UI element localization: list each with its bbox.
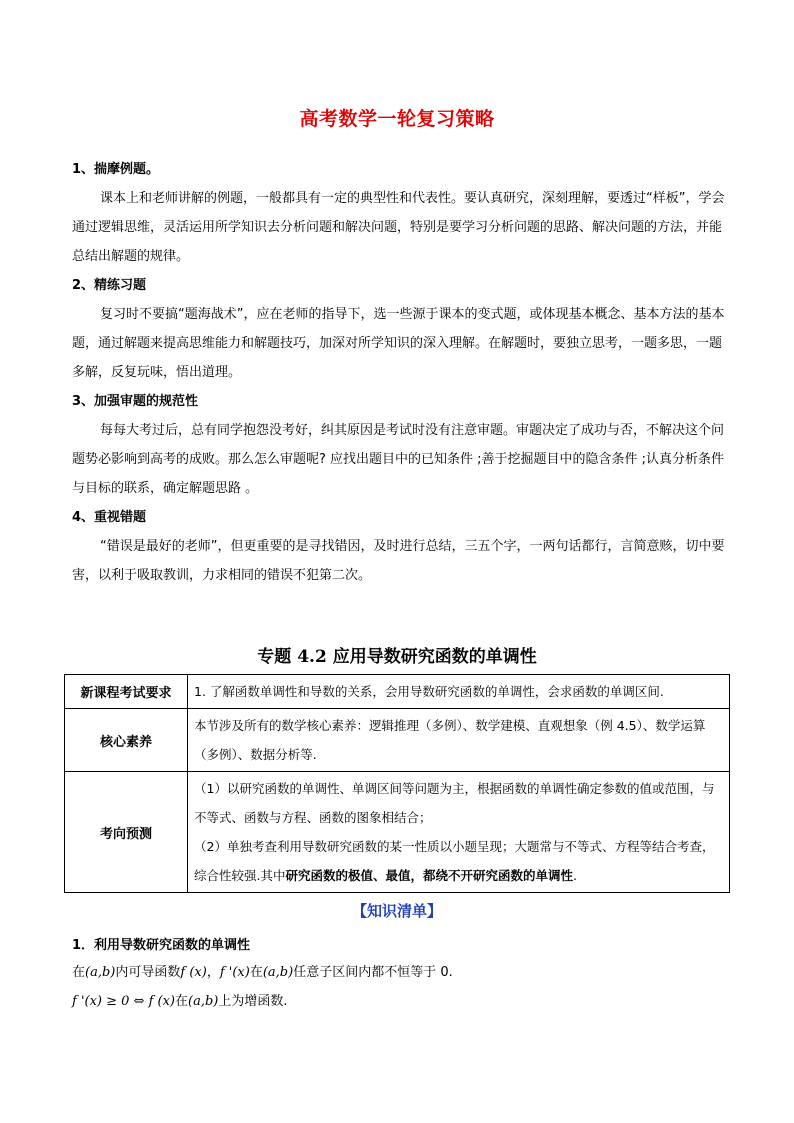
text: 上为增函数. bbox=[218, 994, 288, 1009]
table-row bbox=[65, 772, 730, 893]
strategy-section-3 bbox=[72, 392, 732, 503]
section-body: 复习时不要搞“题海战术”，应在老师的指导下，选一些源于课本的变式题，或体现基本概念、基本方法的基本题，通过解题来提高思维能力和解题技巧，加深对所学知识的深入理解。在解题时，要独立思考，一题多思，一题多解，反复玩味，悟出道理。 bbox=[72, 307, 725, 380]
requirements-table bbox=[64, 674, 730, 893]
forecast-end: . bbox=[573, 868, 577, 883]
math: f (x) bbox=[180, 965, 207, 980]
forecast-emphasis: 研究函数的极值、最值，都绕不开研究函数的单调性 bbox=[285, 868, 573, 883]
strategy-section-4 bbox=[72, 508, 732, 590]
text: 在 bbox=[175, 994, 189, 1009]
knowledge-line-1 bbox=[72, 958, 732, 987]
section-heading: 1、揣摩例题。 bbox=[72, 162, 160, 177]
row-content: 本节涉及所有的数学核心素养：逻辑推理（多例）、数学建模、直观想象（例 4.5）、数学运算（多例）、数据分析等. bbox=[188, 709, 730, 772]
table-row bbox=[65, 709, 730, 772]
text: 任意子区间内都不恒等于 0. bbox=[293, 965, 453, 980]
row-content: 1. 了解函数单调性和导数的关系，会用导数研究函数的单调性，会求函数的单调区间. bbox=[188, 675, 730, 709]
topic-title: 专题 4.2 应用导数研究函数的单调性 bbox=[257, 647, 537, 667]
math: f '(x) bbox=[219, 965, 250, 980]
forecast-text: （2）单独考查利用导数研究函数的某一性质以小题呈现；大题常与不等式、方程等结合考查，综合性较强.其中 bbox=[194, 839, 715, 883]
page-title: 高考数学一轮复习策略 bbox=[299, 108, 495, 130]
knowledge-section bbox=[72, 934, 732, 1016]
math: (a,b) bbox=[188, 994, 219, 1009]
strategy-section-2 bbox=[72, 276, 732, 387]
section-heading: 3、加强审题的规范性 bbox=[72, 394, 199, 409]
section-body: 每每大考过后，总有同学抱怨没考好，纠其原因是考试时没有注意审题。审题决定了成功与否，不解决这个问题势必影响到高考的成败。那么怎么审题呢? 应找出题目中的已知条件 ;善于挖掘题目中的隐含条件 ;认真分析条件与目标的联系，确定解题思路 。 bbox=[72, 423, 725, 496]
row-content bbox=[188, 772, 730, 893]
knowledge-list-title: 【知识清单】 bbox=[351, 902, 442, 920]
text: ， bbox=[206, 965, 220, 980]
math: (a,b) bbox=[85, 965, 116, 980]
row-label: 核心素养 bbox=[65, 709, 188, 772]
math: (a,b) bbox=[262, 965, 294, 980]
forecast-point-1: （1）以研究函数的单调性、单调区间等问题为主，根据函数的单调性确定参数的值或范围，与不等式、函数与方程、函数的图象相结合； bbox=[194, 781, 715, 825]
math: f '(x) ≥ 0 ⇔ f (x) bbox=[72, 994, 175, 1009]
table-row bbox=[65, 675, 730, 709]
knowledge-heading: 1．利用导数研究函数的单调性 bbox=[72, 938, 251, 953]
section-body: 课本上和老师讲解的例题，一般都具有一定的典型性和代表性。要认真研究，深刻理解，要透过“样板”，学会通过逻辑思维，灵活运用所学知识去分析问题和解决问题，特别是要学习分析问题的思路、解决问题的方法，并能总结出解题的规律。 bbox=[72, 191, 725, 264]
strategy-section-1 bbox=[72, 160, 732, 271]
section-heading: 2、精练习题 bbox=[72, 278, 147, 293]
row-label: 考向预测 bbox=[65, 772, 188, 893]
knowledge-line-2 bbox=[72, 987, 732, 1016]
section-heading: 4、重视错题 bbox=[72, 510, 147, 525]
section-body: “错误是最好的老师”，但更重要的是寻找错因，及时进行总结，三五个字，一两句话都行，言简意赅，切中要害，以利于吸取教训，力求相同的错误不犯第二次。 bbox=[72, 539, 725, 583]
text: 内可导函数 bbox=[115, 965, 181, 980]
text: 在 bbox=[72, 965, 86, 980]
row-label: 新课程考试要求 bbox=[65, 675, 188, 709]
forecast-point-2 bbox=[194, 832, 723, 890]
text: 在 bbox=[249, 965, 263, 980]
